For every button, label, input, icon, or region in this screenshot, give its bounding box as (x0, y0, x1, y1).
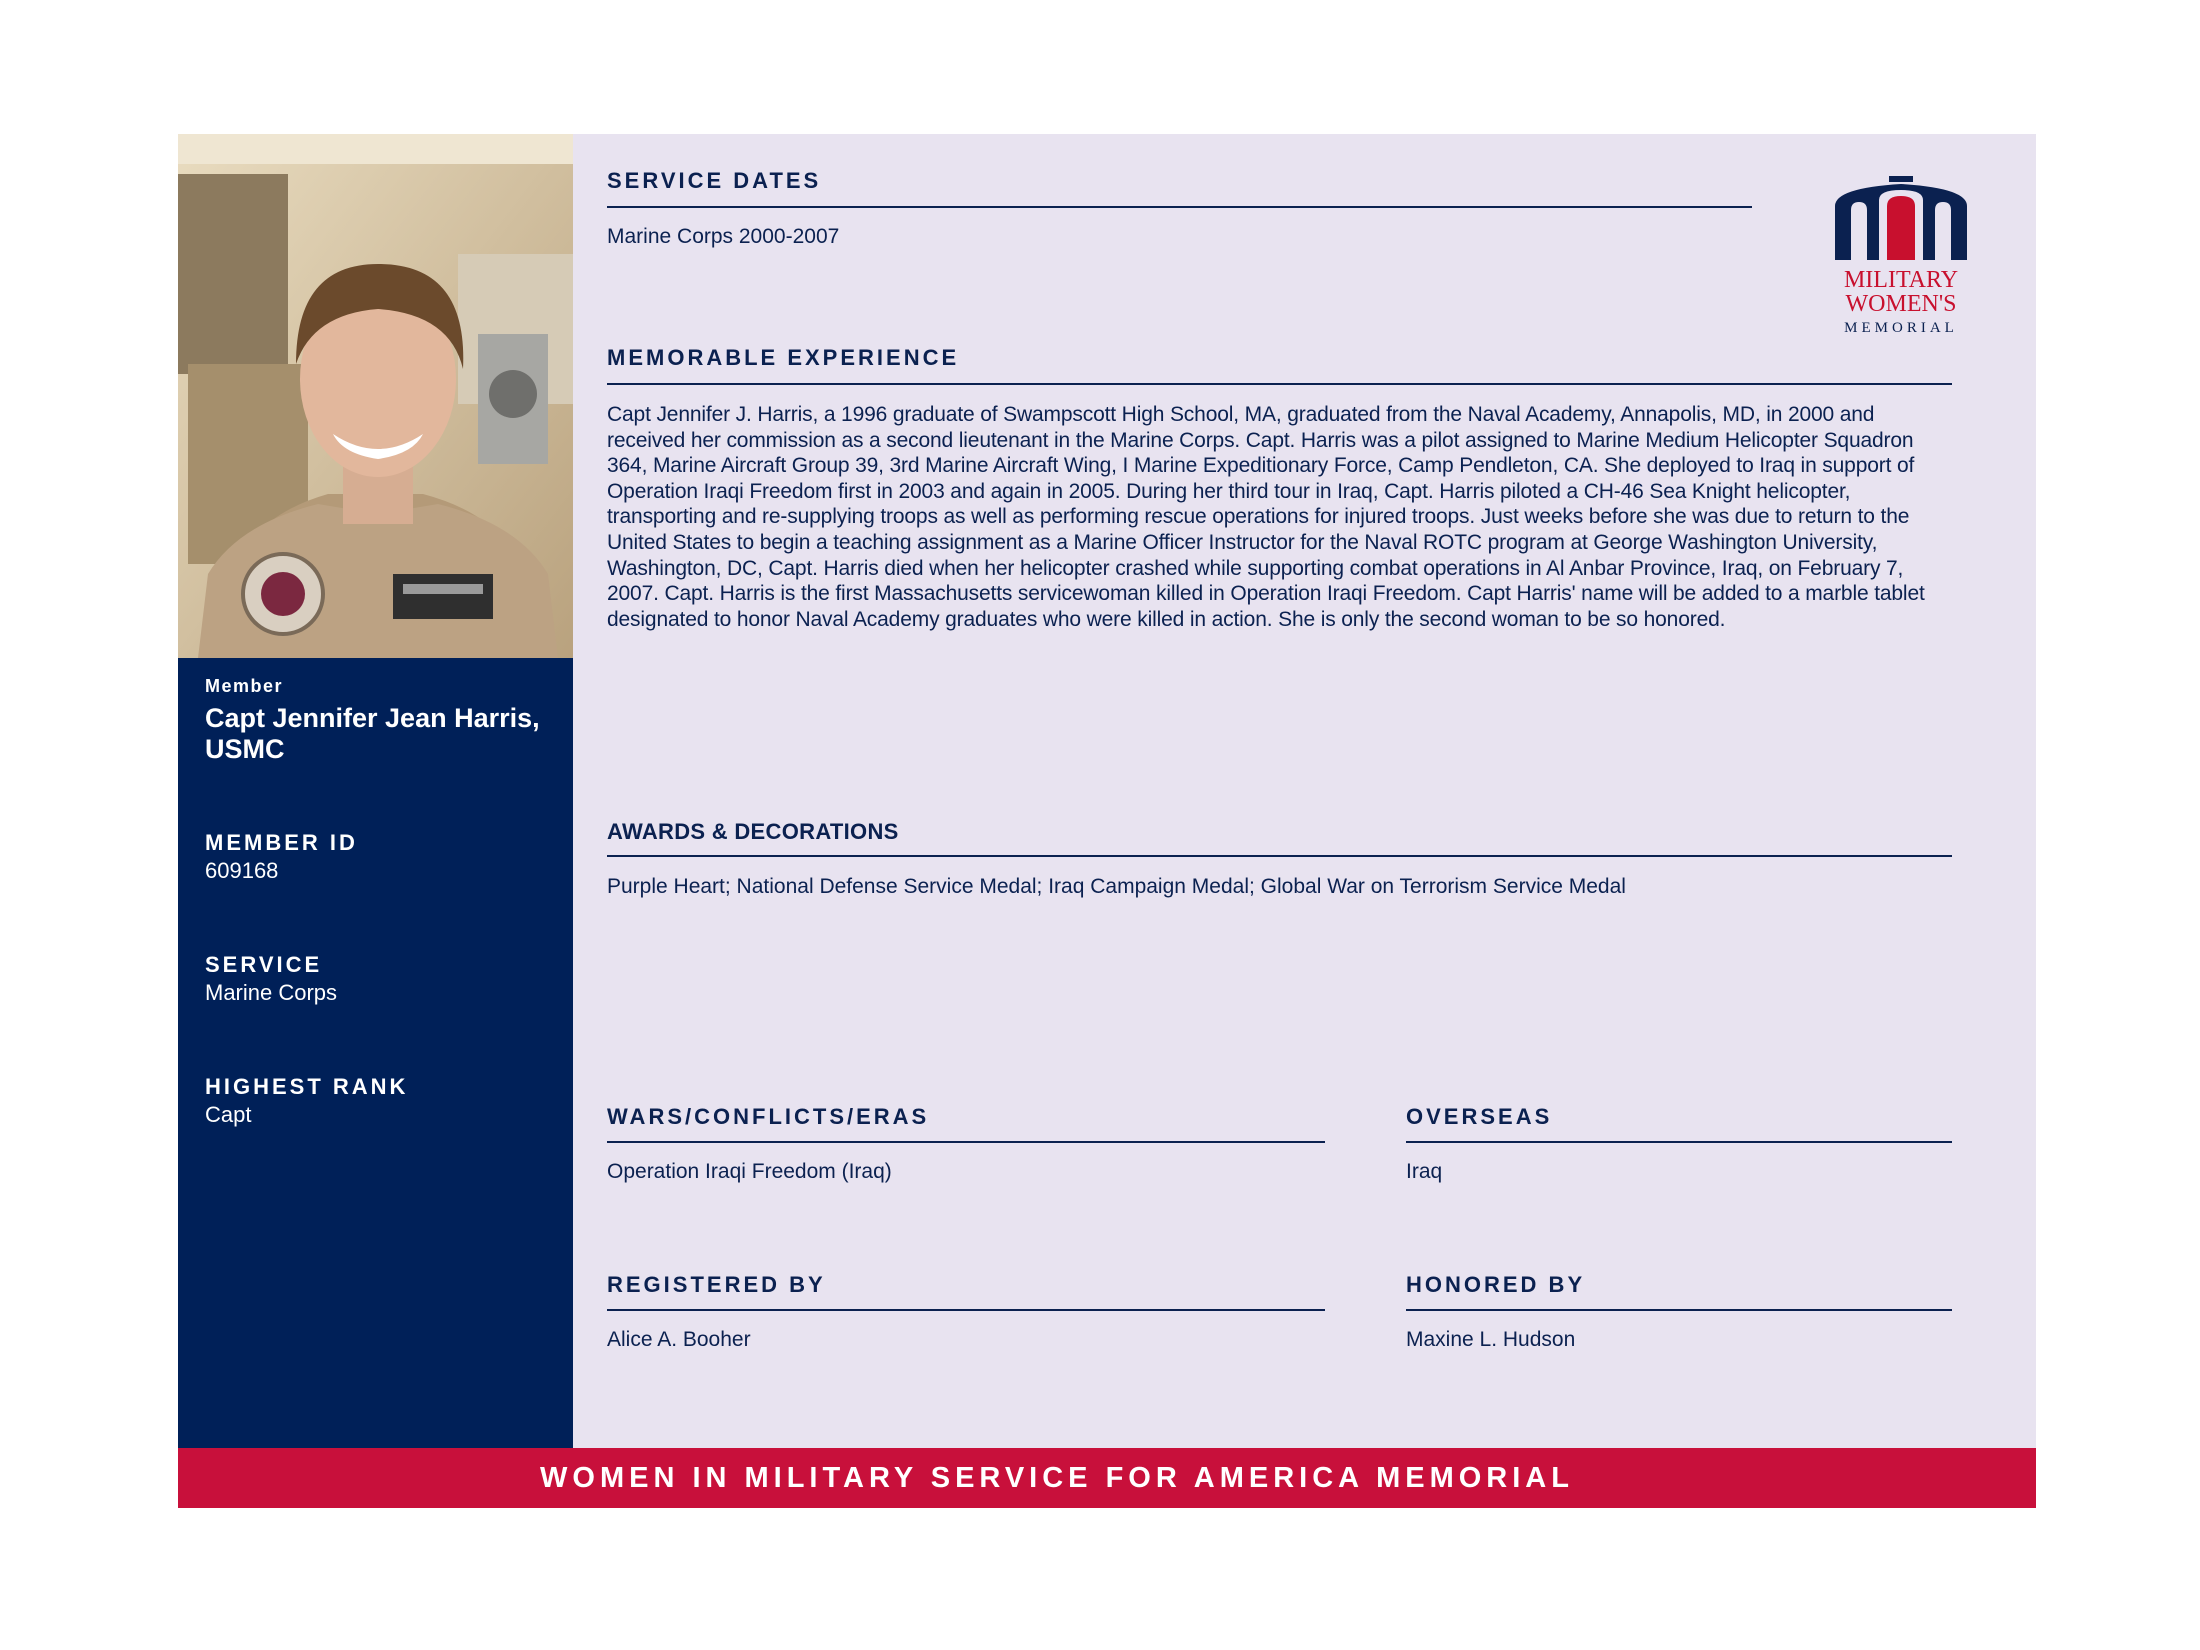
registered-by-heading: REGISTERED BY (607, 1272, 826, 1297)
member-id-value: 609168 (205, 858, 279, 883)
memorial-card (178, 134, 2036, 1508)
member-name: Capt Jennifer Jean Harris, USMC (205, 703, 540, 764)
divider (1406, 1309, 1952, 1311)
logo-line-womens: WOMEN'S (1845, 291, 1957, 317)
rank-label: HIGHEST RANK (205, 1074, 409, 1099)
rank-block (205, 1074, 408, 1128)
member-sidebar (178, 134, 573, 1448)
service-dates-heading: SERVICE DATES (607, 168, 822, 193)
memorial-logo (1826, 176, 1966, 336)
overseas-heading: OVERSEAS (1406, 1104, 1553, 1129)
member-label: Member (205, 676, 284, 696)
memorable-experience-text: Capt Jennifer J. Harris, a 1996 graduate of Swampscott High School, MA, graduated from the Naval Academy, Annapolis, MD, in 2000 and received her commission as a second lieutenant in the Marine Corps. Capt. Harris was a pilot assigned to Marine Medium Helicopter Squadron 364, Marine Aircraft Group 39, 3rd Marine Aircraft Wing, I Marine Expeditionary Force, Camp Pendleton, CA. She deployed to Iraq in support of Operation Iraqi Freedom first in 2003 and again in 2005. During her third tour in Iraq, Capt. Harris piloted a CH-46 Sea Knight helicopter, transporting and re-supplying troops as well as performing rescue operations for injured troops. Just weeks before she was due to return to the United States to begin a teaching assignment as a Marine Officer Instructor for the Naval ROTC program at George Washington University, Washington, DC, Capt. Harris died when her helicopter crashed while supporting combat operations in Al Anbar Province, Iraq, on February 7, 2007. Capt. Harris is the first Massachusetts servicewoman killed in Operation Iraqi Freedom. Capt Harris' name will be added to a marble tablet designated to honor Naval Academy graduates who were killed in action. She is only the second woman to be so honored. (607, 403, 1925, 631)
wars-heading: WARS/CONFLICTS/ERAS (607, 1104, 930, 1129)
honored-by-heading: HONORED BY (1406, 1272, 1586, 1297)
memorable-experience-heading: MEMORABLE EXPERIENCE (607, 345, 960, 370)
registered-by-value: Alice A. Booher (607, 1328, 751, 1351)
footer-text: WOMEN IN MILITARY SERVICE FOR AMERICA MEMORIAL (540, 1462, 1574, 1494)
divider (607, 383, 1952, 385)
memorial-arch-icon (1831, 176, 1971, 264)
awards-heading: AWARDS & DECORATIONS (607, 819, 899, 844)
logo-line-military: MILITARY (1843, 267, 1959, 293)
service-dates-value: Marine Corps 2000-2007 (607, 225, 840, 248)
member-photo (178, 134, 573, 658)
logo-line-memorial: MEMORIAL (1844, 320, 1958, 336)
member-id-block (205, 830, 358, 884)
member-name-block (205, 676, 555, 765)
divider (1406, 1141, 1952, 1143)
rank-value: Capt (205, 1102, 252, 1127)
footer-banner (178, 1448, 2036, 1508)
overseas-value: Iraq (1406, 1160, 1443, 1183)
divider (607, 855, 1952, 857)
divider (607, 206, 1752, 208)
divider (607, 1141, 1325, 1143)
service-value: Marine Corps (205, 980, 338, 1005)
service-label: SERVICE (205, 952, 323, 977)
divider (607, 1309, 1325, 1311)
honored-by-value: Maxine L. Hudson (1406, 1328, 1576, 1351)
member-id-label: MEMBER ID (205, 830, 358, 855)
service-block (205, 952, 337, 1006)
wars-value: Operation Iraqi Freedom (Iraq) (607, 1160, 892, 1183)
awards-value: Purple Heart; National Defense Service Medal; Iraq Campaign Medal; Global War on Terrorism Service Medal (607, 875, 1626, 898)
